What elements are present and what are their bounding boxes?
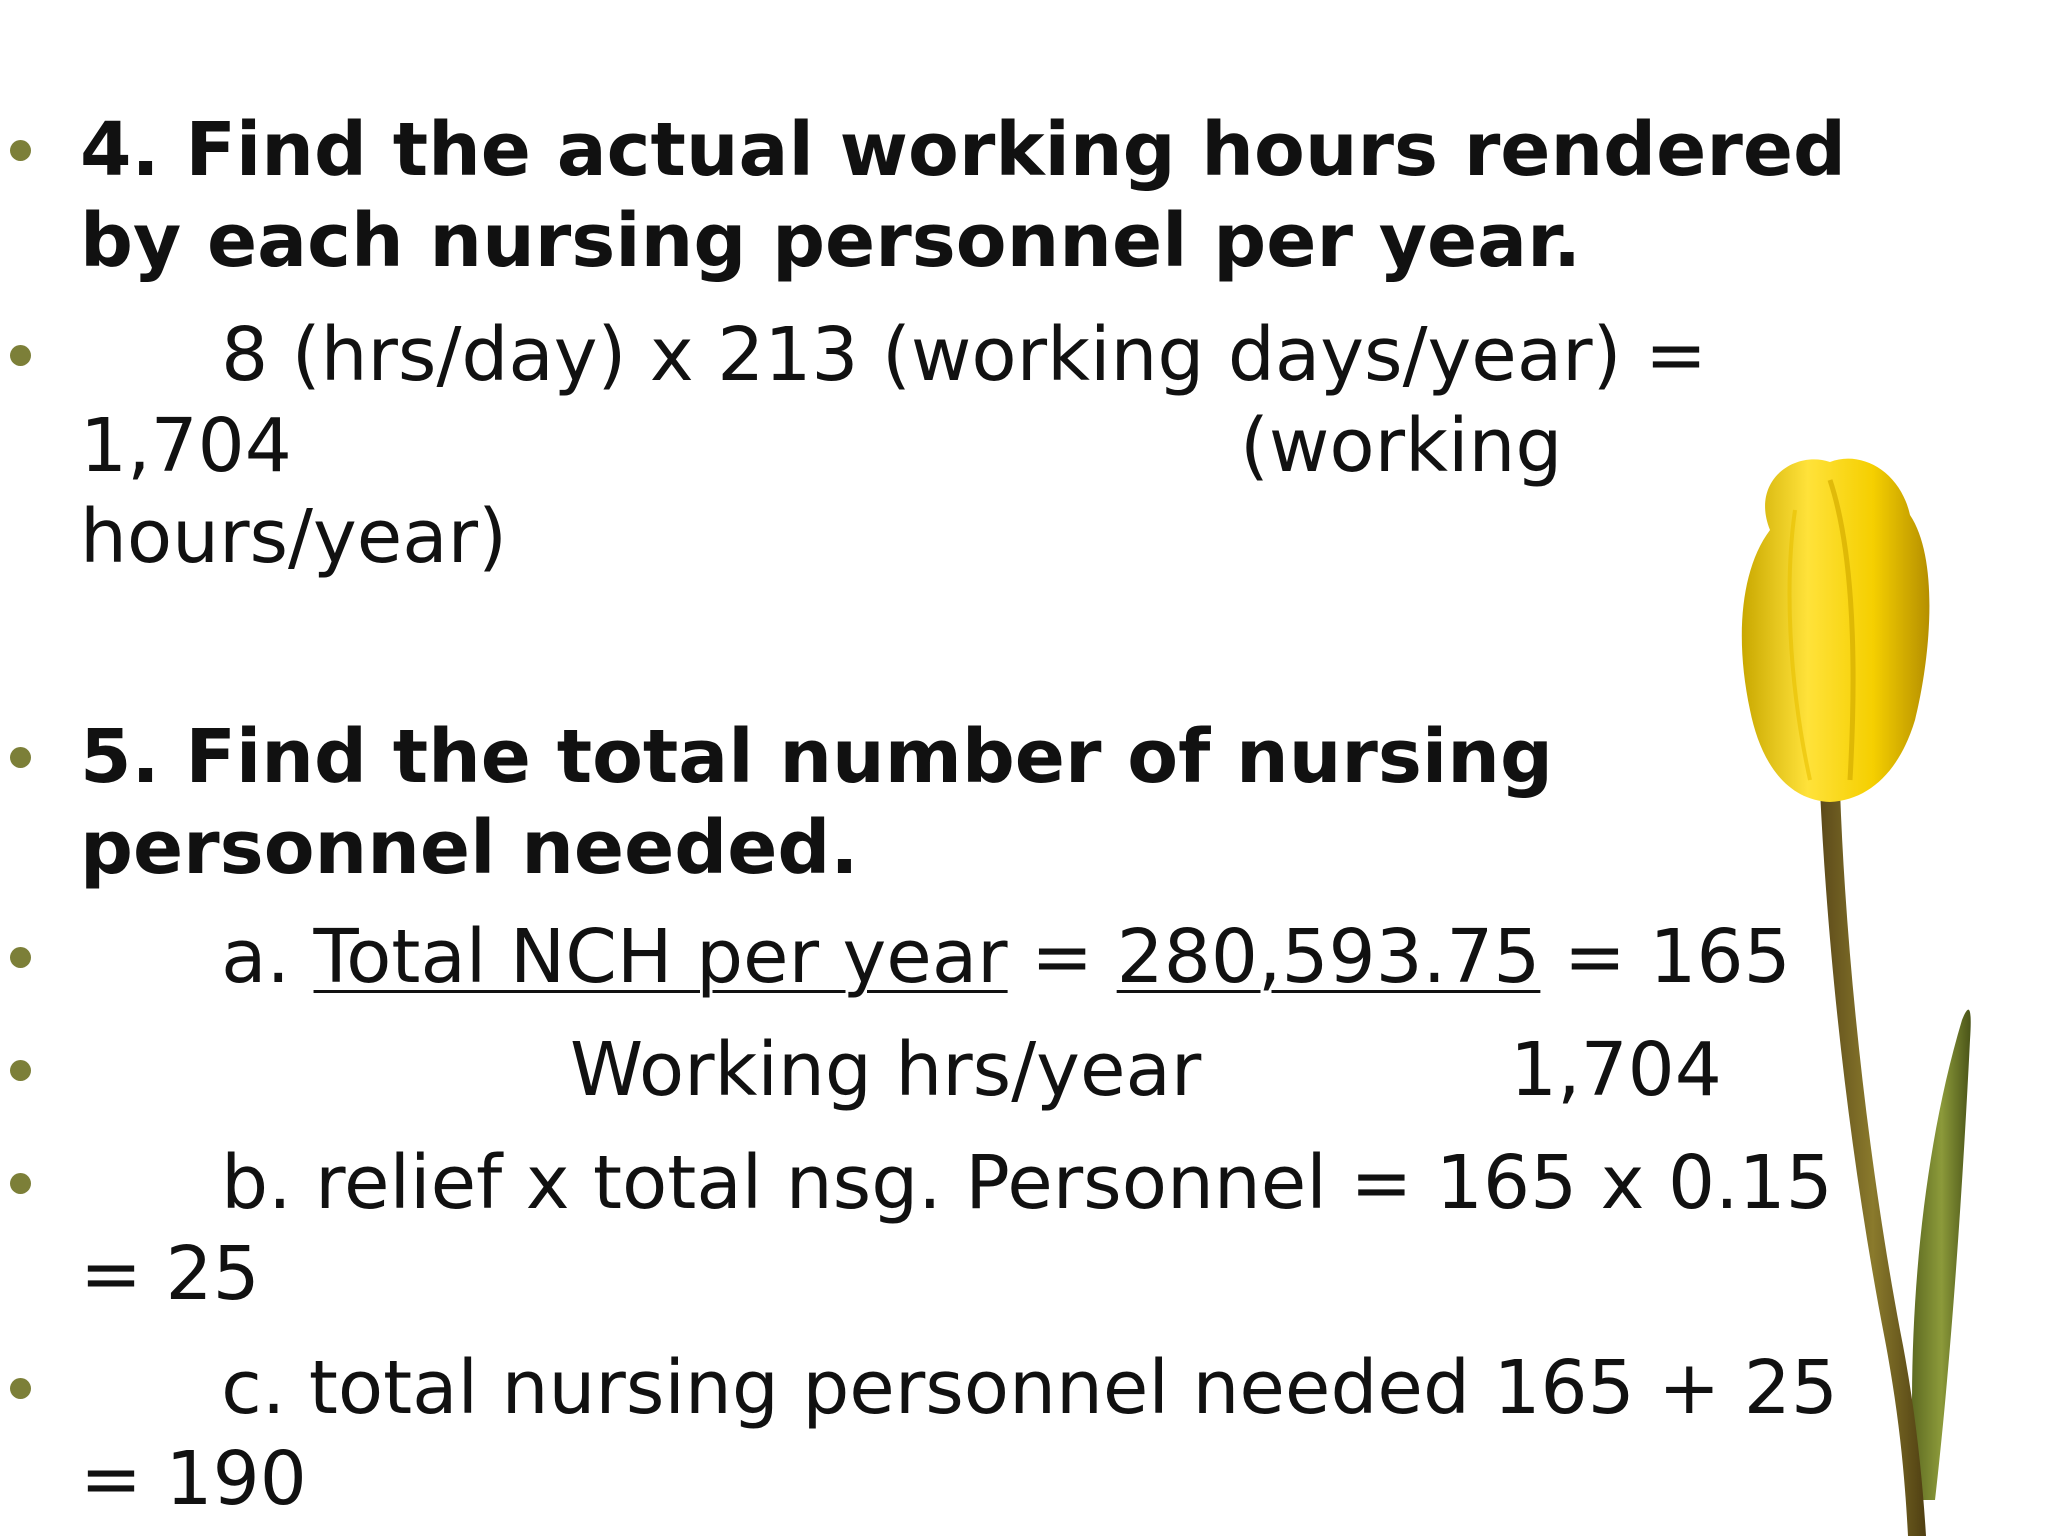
working-hours-line-2 <box>80 401 1880 492</box>
calc-b <box>80 1138 1880 1320</box>
bullet-dot <box>10 947 31 968</box>
tulip-petals <box>1742 459 1930 802</box>
bullet-dot <box>10 1060 31 1081</box>
step-5-heading-line-1: 5. Find the total number of nursing <box>80 714 1553 800</box>
tulip-image <box>1700 440 2000 1536</box>
bullet-dot <box>10 1378 31 1399</box>
step-4-heading <box>80 105 1880 287</box>
step-4-heading-line-1: 4. Find the actual working hours rendered <box>80 107 1846 193</box>
bullet-dot <box>10 747 31 768</box>
tulip-stem <box>1820 790 1926 1536</box>
step-5-heading-line-2: personnel needed. <box>80 805 859 891</box>
working-hours-result: 1,704 <box>80 403 292 489</box>
calc-b-line-1: b. relief x total nsg. Personnel = 165 x 0.15 <box>80 1140 1833 1226</box>
working-hours-line-3: hours/year) <box>80 494 507 580</box>
calc-a-equals-1: = <box>1007 914 1117 1000</box>
working-hours-line-1: 8 (hrs/day) x 213 (working days/year) = <box>80 312 1707 398</box>
bullet-dot <box>10 140 31 161</box>
calc-c-line-2: = 190 <box>80 1436 307 1522</box>
working-hours-calc <box>80 310 1880 583</box>
bullet-dot <box>10 345 31 366</box>
calc-a-numerator-label: Total NCH per year <box>313 914 1008 1000</box>
calc-b-line-2: = 25 <box>80 1231 260 1317</box>
calc-c <box>80 1343 1880 1525</box>
calc-c-line-1: c. total nursing personnel needed 165 + 25 <box>80 1345 1838 1431</box>
calc-a-denominator-label: Working hrs/year <box>570 1027 1202 1113</box>
working-hours-unit-start: (working <box>1240 403 1563 489</box>
calc-a-denominator-line <box>80 1025 1880 1116</box>
bullet-dot <box>10 1173 31 1194</box>
calc-a-prefix: a. <box>80 914 314 1000</box>
tulip-leaf <box>1912 1010 1971 1500</box>
calc-a-numerator-value: 280,593.75 <box>1116 914 1541 1000</box>
step-5-heading <box>80 712 1880 894</box>
calc-a-line <box>80 912 1880 1003</box>
step-4-heading-line-2: by each nursing personnel per year. <box>80 198 1582 284</box>
calc-a-result: = 165 <box>1540 914 1791 1000</box>
calc-a-denominator-value: 1,704 <box>1510 1027 1722 1113</box>
